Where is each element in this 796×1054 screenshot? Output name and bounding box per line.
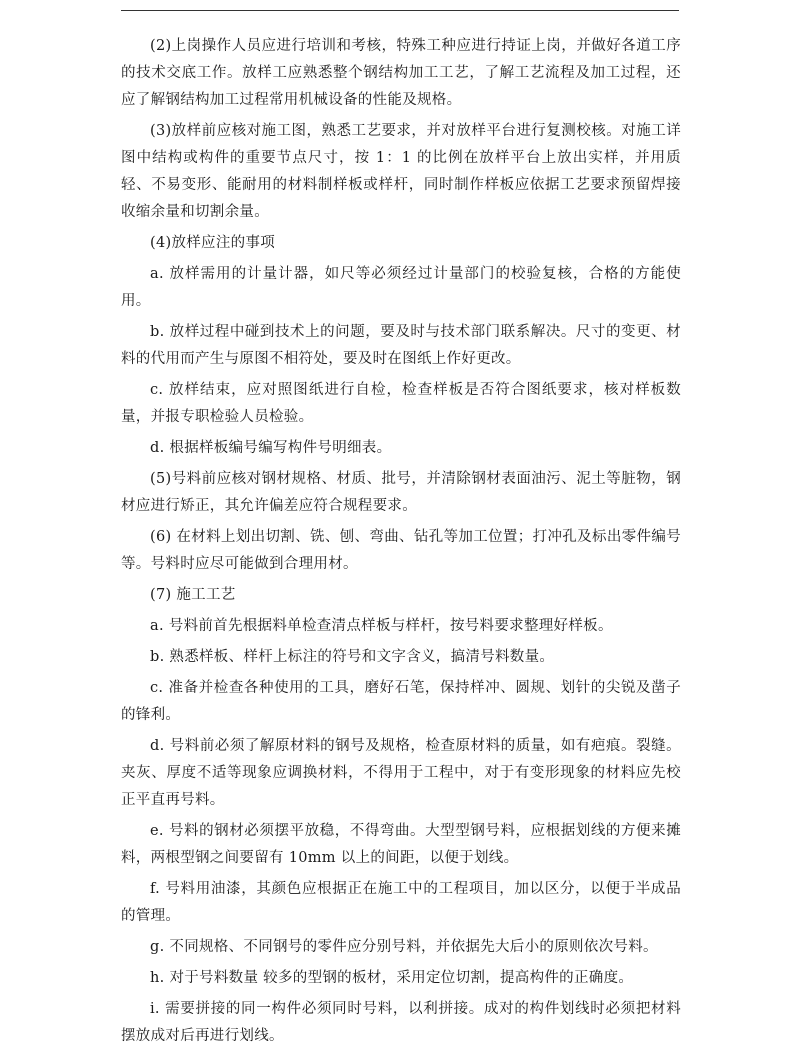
list-item-process-c: c. 准备并检查各种使用的工具，磨好石笔，保持样冲、圆规、划针的尖锐及凿子的锋利。 bbox=[121, 680, 681, 723]
paragraph-marking-positions: (6) 在材料上划出切割、铣、刨、弯曲、钻孔等加工位置；打冲孔及标出零件编号等。号料时应尽可能做到合理用材。 bbox=[121, 529, 681, 572]
list-item-layout-d: d. 根据样板编号编写构件号明细表。 bbox=[150, 440, 392, 456]
list-item-process-d: d. 号料前必须了解原材料的钢号及规格，检查原材料的质量，如有疤痕。裂缝。夹灰、厚度不适等现象应调换材料，不得用于工程中，对于有变形现象的材料应先校正平直再号料。 bbox=[121, 738, 681, 808]
document-body bbox=[121, 33, 681, 1054]
list-item-process-i: i. 需要拼接的同一构件必须同时号料，以利拼接。成对的构件划线时必须把材料摆放成对后再进行划线。 bbox=[121, 1001, 681, 1044]
list-item-layout-a: a. 放样需用的计量计器，如尺等必须经过计量部门的校验复核，合格的方能使用。 bbox=[121, 266, 681, 309]
section-heading-process: (7) 施工工艺 bbox=[150, 587, 236, 603]
list-item-process-e: e. 号料的钢材必须摆平放稳，不得弯曲。大型型钢号料，应根据划线的方便来摊料，两根型钢之间要留有 10mm 以上的间距，以便于划线。 bbox=[121, 823, 681, 866]
list-item-process-b: b. 熟悉样板、样杆上标注的符号和文字含义，搞清号料数量。 bbox=[150, 649, 555, 665]
paragraph-marking-check: (5)号料前应核对钢材规格、材质、批号，并清除钢材表面油污、泥土等脏物，钢材应进行矫正，其允许偏差应符合规程要求。 bbox=[121, 471, 681, 514]
section-heading-layout-notes: (4)放样应注的事项 bbox=[150, 235, 276, 251]
list-item-process-f: f. 号料用油漆，其颜色应根据正在施工中的工程项目，加以区分，以便于半成品的管理。 bbox=[121, 881, 681, 924]
list-item-layout-c: c. 放样结束，应对照图纸进行自检，检查样板是否符合图纸要求，核对样板数量，并报专职检验人员检验。 bbox=[121, 382, 681, 425]
paragraph-drawing-review: (3)放样前应核对施工图，熟悉工艺要求，并对放样平台进行复测校核。对施工详图中结构或构件的重要节点尺寸，按 1：1 的比例在放样平台上放出实样，并用质轻、不易变形、能耐用的材料制样板或样杆，同时制作样板应依据工艺要求预留焊接收缩余量和切割余量。 bbox=[121, 123, 681, 220]
paragraph-operator-training: (2)上岗操作人员应进行培训和考核，特殊工种应进行持证上岗，并做好各道工序的技术交底工作。放样工应熟悉整个钢结构加工工艺，了解工艺流程及加工过程，还应了解钢结构加工过程常用机械设备的性能及规格。 bbox=[121, 38, 681, 108]
list-item-layout-b: b. 放样过程中碰到技术上的问题，要及时与技术部门联系解决。尺寸的变更、材料的代用而产生与原图不相符处，要及时在图纸上作好更改。 bbox=[121, 324, 681, 367]
list-item-process-a: a. 号料前首先根据料单检查清点样板与样杆，按号料要求整理好样板。 bbox=[150, 618, 613, 634]
list-item-process-g: g. 不同规格、不同钢号的零件应分别号料，并依据先大后小的原则依次号料。 bbox=[150, 939, 658, 955]
list-item-process-h: h. 对于号料数量 较多的型钢的板材，采用定位切割，提高构件的正确度。 bbox=[150, 970, 634, 986]
header-rule bbox=[121, 10, 679, 11]
